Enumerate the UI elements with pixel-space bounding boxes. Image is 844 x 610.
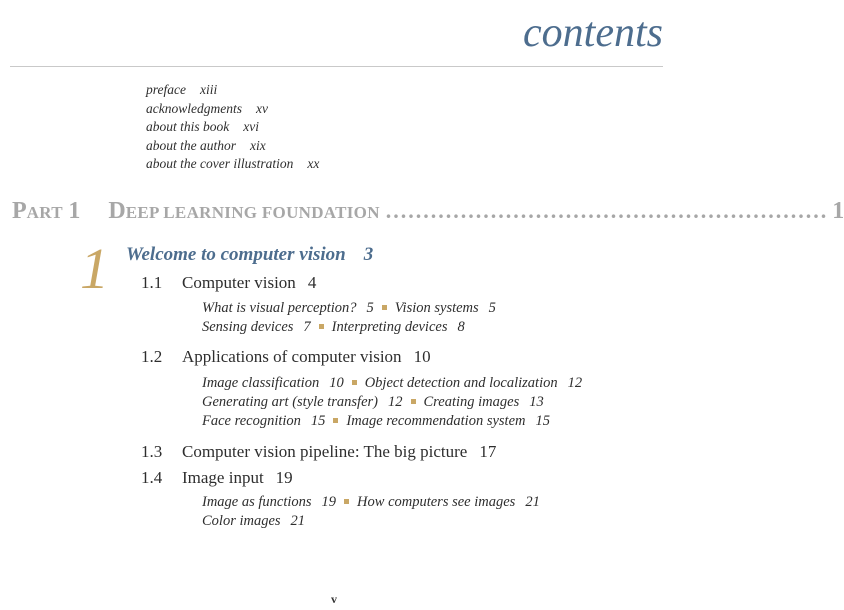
subsection-line — [202, 513, 305, 530]
subsection-line — [202, 413, 550, 430]
front-matter-page: xix — [250, 137, 266, 153]
subsection-link[interactable]: What is visual perception? 5 — [202, 300, 374, 316]
bullet-separator — [333, 418, 338, 423]
part-title: DEEP LEARNING FOUNDATION — [108, 198, 380, 224]
front-matter-item[interactable] — [146, 81, 319, 100]
subsection-line — [202, 375, 582, 392]
footer-page-number: v — [331, 592, 337, 606]
subsection-link[interactable]: Image classification 10 — [202, 375, 344, 391]
subsection-link[interactable]: Image recommendation system 15 — [346, 413, 550, 429]
chapter-number: 1 — [80, 236, 109, 301]
subsection-line — [202, 319, 465, 336]
subsection-link[interactable]: Creating images 13 — [423, 394, 544, 410]
front-matter-list — [146, 81, 319, 174]
subsection-line — [202, 300, 496, 317]
front-matter-item[interactable] — [146, 137, 319, 156]
part-page: 1 — [832, 198, 844, 224]
subsection-link[interactable]: How computers see images 21 — [357, 494, 540, 510]
subsection-link[interactable]: Generating art (style transfer) 12 — [202, 394, 403, 410]
front-matter-page: xx — [307, 156, 320, 171]
subsection-link[interactable]: Image as functions 19 — [202, 494, 337, 510]
subsection-link[interactable]: Interpreting devices 8 — [331, 319, 465, 335]
bullet-separator — [382, 305, 387, 310]
chapter-page: 3 — [363, 244, 374, 265]
subsection-link[interactable]: Object detection and localization 12 — [364, 375, 583, 391]
front-matter-page: xiii — [199, 82, 218, 97]
front-matter-label: about this book — [146, 119, 230, 134]
front-matter-label: acknowledgments — [146, 100, 242, 116]
front-matter-label: preface — [146, 82, 186, 97]
subsection-link[interactable]: Sensing devices 7 — [202, 319, 311, 335]
section-1-4[interactable]: 1.4 Image input 19 — [141, 468, 293, 487]
subsection-link[interactable]: Color images 21 — [202, 513, 306, 529]
bullet-separator — [344, 499, 349, 504]
bullet-separator — [319, 324, 324, 329]
subsection-line — [202, 394, 544, 411]
subsection-link[interactable]: Vision systems 5 — [394, 300, 496, 316]
section-1-3[interactable]: 1.3 Computer vision pipeline: The big picture 17 — [141, 442, 497, 461]
part-leader-dots: ........................................................... — [385, 198, 829, 223]
chapter-title[interactable]: Welcome to computer vision 3 — [126, 244, 374, 265]
front-matter-label: about the cover illustration — [146, 156, 294, 171]
front-matter-item[interactable] — [146, 155, 319, 174]
front-matter-page: xvi — [243, 119, 259, 134]
front-matter-page: xv — [255, 100, 268, 116]
subsection-line — [202, 494, 540, 511]
title-divider — [10, 66, 663, 67]
front-matter-item[interactable] — [146, 100, 319, 119]
section-1-2[interactable]: 1.2 Applications of computer vision 10 — [141, 347, 431, 366]
bullet-separator — [352, 380, 357, 385]
subsection-link[interactable]: Face recognition 15 — [202, 413, 326, 429]
front-matter-label: about the author — [146, 137, 236, 153]
page-title: contents — [523, 10, 663, 56]
front-matter-item[interactable] — [146, 118, 319, 137]
part-label: PART 1 — [12, 198, 81, 224]
section-1-1[interactable]: 1.1 Computer vision 4 — [141, 273, 317, 292]
bullet-separator — [411, 399, 416, 404]
part-heading[interactable] — [12, 198, 844, 225]
